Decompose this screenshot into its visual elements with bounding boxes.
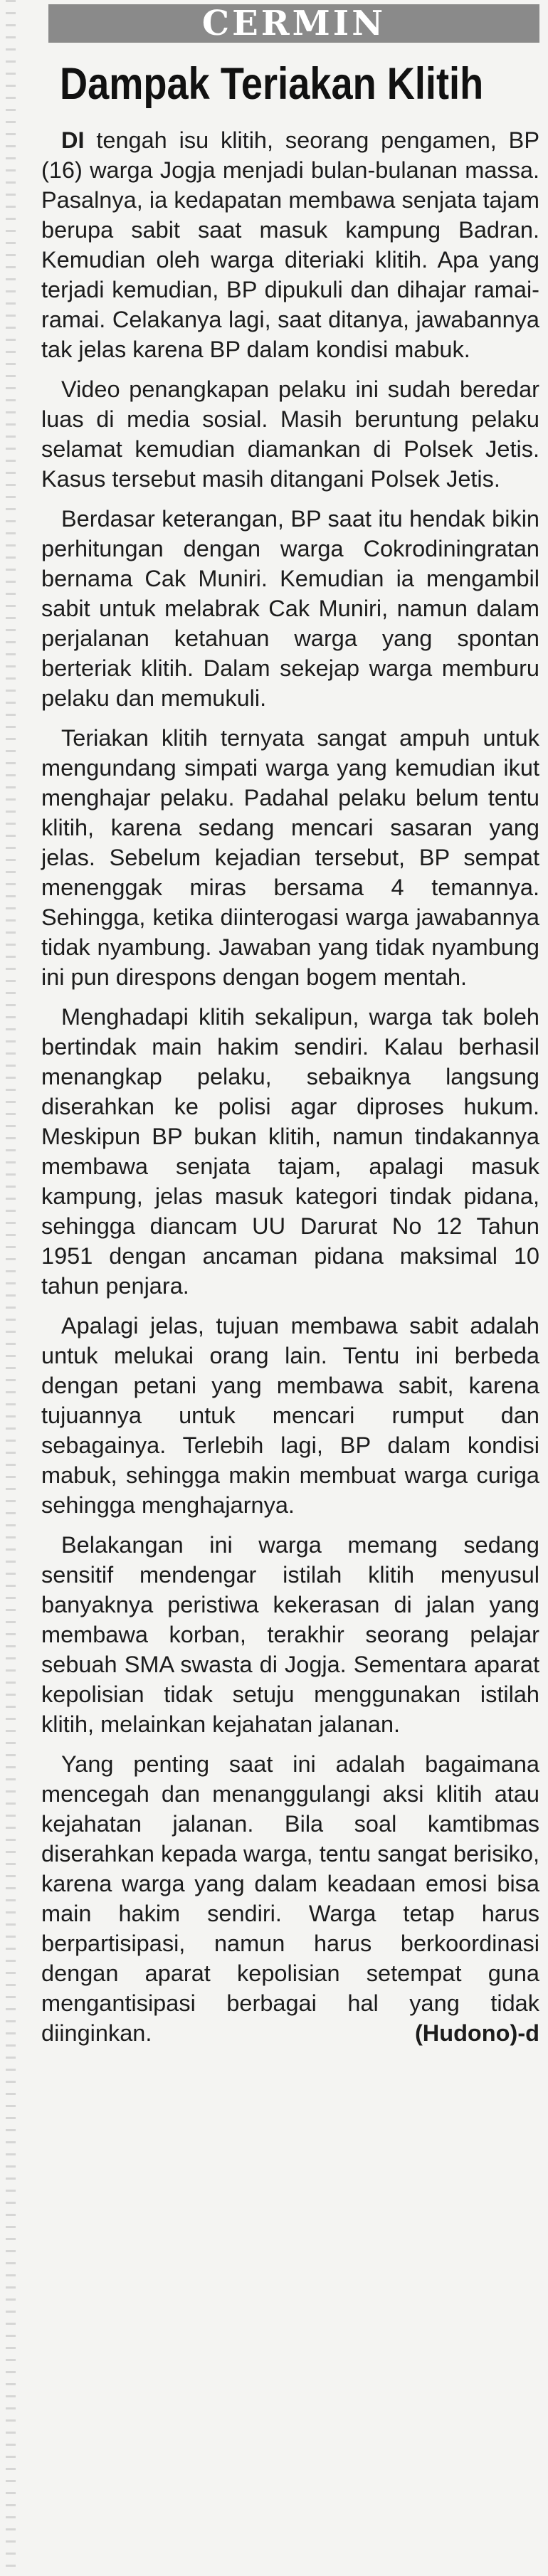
article-paragraph: Berdasar keterangan, BP saat itu hendak bikin perhitungan dengan warga Cokrodiningratan bernama Cak Muniri. Kemudian ia mengambil sabit untuk melabrak Cak Muniri, namun dalam perjalanan ketahuan warga yang spontan berteriak klitih. Dalam sekejap warga memburu pelaku dan memukuli. [41, 506, 539, 711]
article-paragraph [41, 125, 539, 364]
lead-word: DI [61, 127, 85, 153]
rubric-banner: CERMIN [48, 4, 539, 43]
article-paragraph: Video penangkapan pelaku ini sudah beredar luas di media sosial. Masih beruntung pelaku selamat kemudian diamankan di Polsek Jetis. Kasus tersebut masih ditangani Polsek Jetis. [41, 376, 539, 492]
article-paragraph: Belakangan ini warga memang sedang sensitif mendengar istilah klitih menyusul banyaknya peristiwa kekerasan di jalan yang membawa korban, terakhir seorang pelajar sebuah SMA swasta di Jogja. Sementara aparat kepolisian tidak setuju menggunakan istilah klitih, melainkan kejahatan jalanan. [41, 1532, 539, 1737]
paragraph-text: tengah isu klitih, seorang pengamen, BP (16) warga Jogja menjadi bulan-bulanan massa. Pasalnya, ia kedapatan membawa senjata tajam berupa sabit saat masuk kampung Badran. Kemudian oleh warga diteriaki klitih. Apa yang terjadi kemudian, BP dipukuli dan dihajar ramai-ramai. Celakanya lagi, saat ditanya, jawabannya tak jelas karena BP dalam kondisi mabuk. [41, 127, 539, 362]
article-paragraph [41, 1749, 539, 2048]
article-paragraph: Menghadapi klitih sekalipun, warga tak boleh bertindak main hakim sendiri. Kalau berhasil menangkap pelaku, sebaiknya langsung diserahkan ke polisi agar diproses hukum. Meskipun BP bukan klitih, namun tindakannya membawa senjata tajam, apalagi masuk kampung, jelas masuk kategori tindak pidana, sehingga diancam UU Darurat No 12 Tahun 1951 dengan ancaman pidana maksimal 10 tahun penjara. [41, 1004, 539, 1299]
article-paragraph: Teriakan klitih ternyata sangat ampuh untuk mengundang simpati warga yang kemudian ikut menghajar pelaku. Padahal pelaku belum tentu klitih, karena sedang mencari sasaran yang jelas. Sebelum kejadian tersebut, BP sempat menenggak miras bersama 4 temannya. Sehingga, ketika diinterogasi warga jawabannya tidak nyambung. Jawaban yang tidak nyambung ini pun direspons dengan bogem mentah. [41, 725, 539, 990]
article-paragraph: Apalagi jelas, tujuan membawa sabit adalah untuk melukai orang lain. Tentu ini berbeda dengan petani yang membawa sabit, karena tujuannya untuk mencari rumput dan sebagainya. Terlebih lagi, BP dalam kondisi mabuk, sehingga makin membuat warga curiga sehingga menghajarnya. [41, 1313, 539, 1518]
page-edge-rule [6, 0, 16, 2576]
article-headline: Dampak Teriakan Klitih [60, 59, 484, 109]
author-signature: (Hudono)-d [414, 2020, 539, 2046]
article-column [41, 0, 539, 2058]
paragraph-text: Yang penting saat ini adalah bagaimana mencegah dan menanggulangi aksi klitih atau kejahatan jalanan. Bila soal kamtibmas diserahkan kepada warga, tentu sangat berisiko, karena warga yang dalam keadaan emosi bisa main hakim sendiri. Warga tetap harus berpartisipasi, namun harus berkoordinasi dengan aparat kepolisian setempat guna mengantisipasi berbagai hal yang tidak diinginkan. [41, 1751, 539, 2046]
article-body [41, 125, 539, 2048]
